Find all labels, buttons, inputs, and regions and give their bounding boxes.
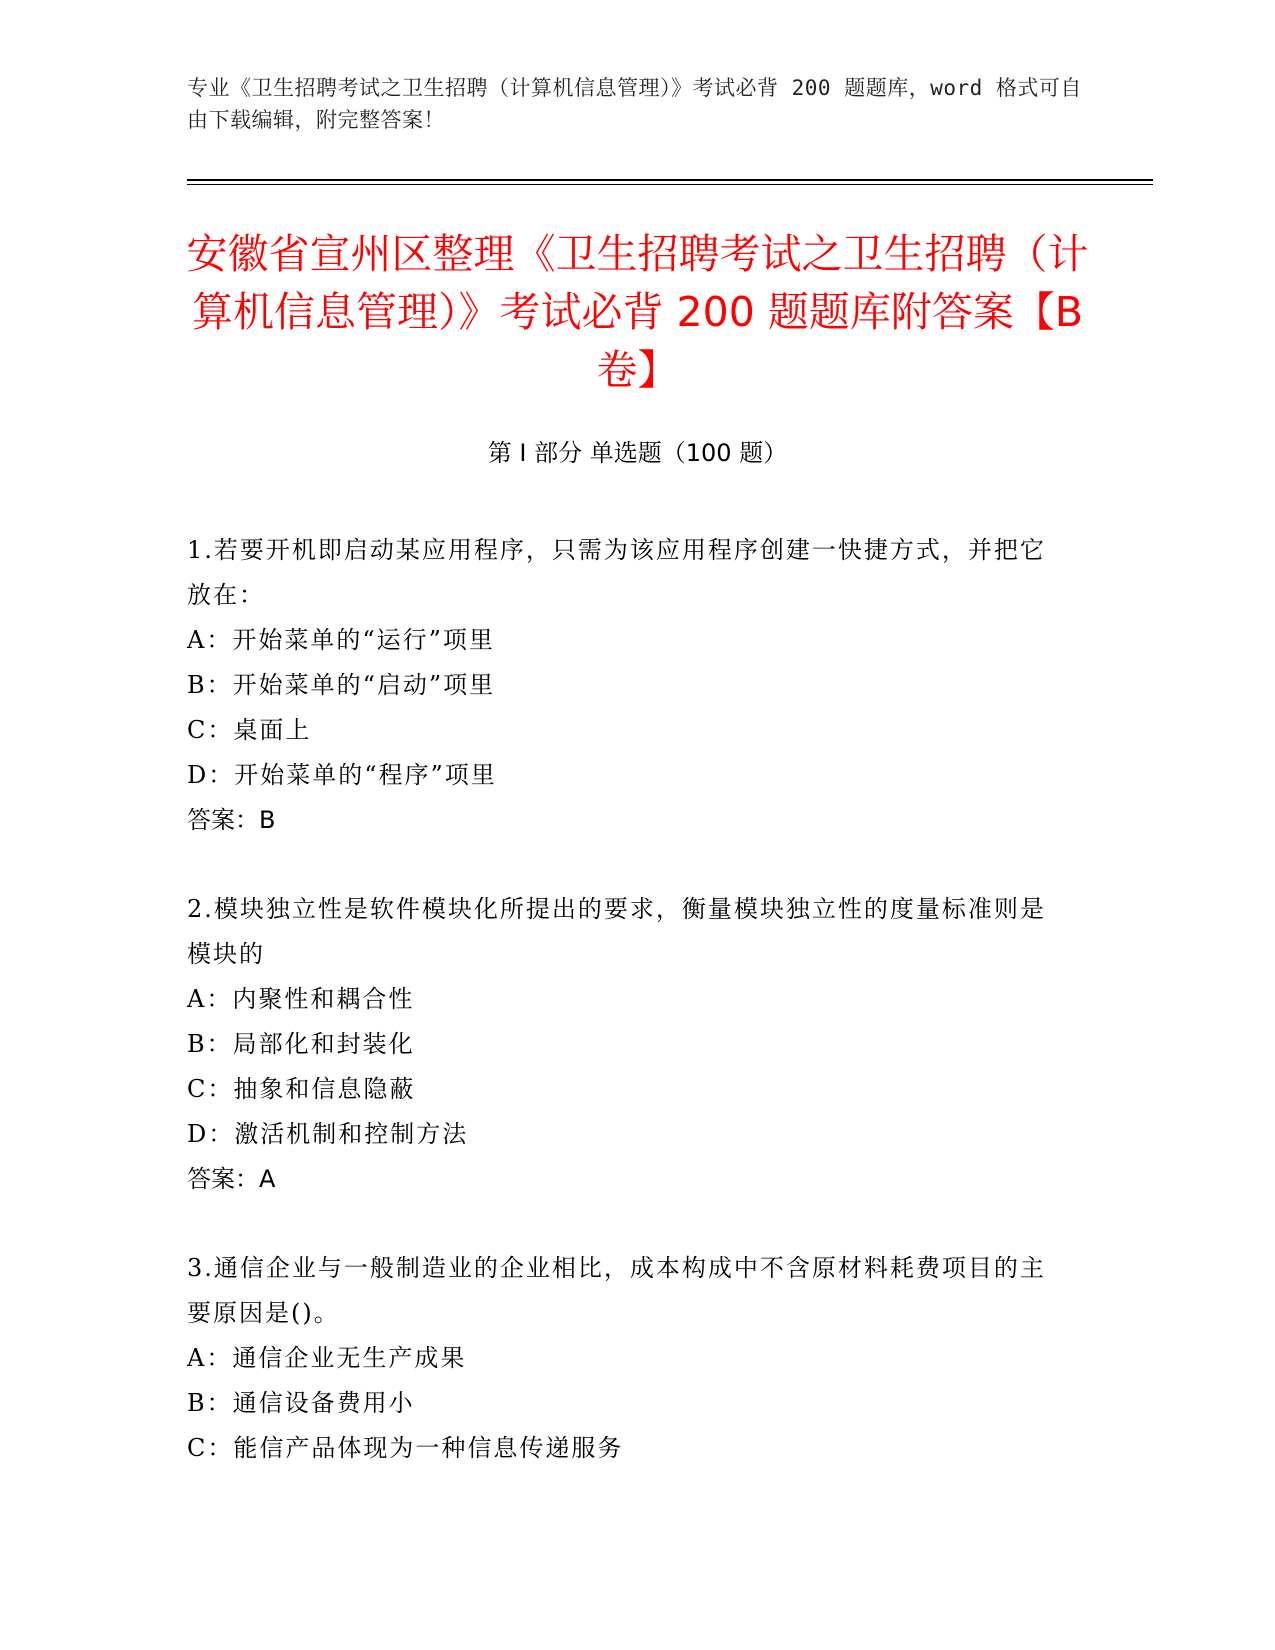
question-stem: 1.若要开机即启动某应用程序，只需为该应用程序创建一快捷方式，并把它放在：	[187, 536, 1046, 609]
header-divider-thick	[187, 179, 1153, 181]
answer-line: 答案：A	[187, 1165, 276, 1193]
header-divider-thin	[187, 184, 1153, 185]
header-note: 专业《卫生招聘考试之卫生招聘（计算机信息管理）》考试必背 200 题题库，word 格式可自由下载编辑，附完整答案！	[187, 76, 1082, 132]
question-item-2	[187, 887, 1067, 1202]
option-d: D：激活机制和控制方法	[187, 1120, 469, 1148]
option-a: A：内聚性和耦合性	[187, 985, 415, 1013]
option-b: B：局部化和封装化	[187, 1030, 415, 1058]
question-stem: 3.通信企业与一般制造业的企业相比，成本构成中不含原材料耗费项目的主要原因是()。	[187, 1254, 1046, 1327]
question-item-3	[187, 1246, 1067, 1471]
option-b: B：开始菜单的“启动”项里	[187, 671, 496, 699]
document-title: 安徽省宣州区整理《卫生招聘考试之卫生招聘（计算机信息管理）》考试必背 200 题题库附答案【B 卷】	[186, 230, 1089, 394]
answer-line: 答案：B	[187, 806, 276, 834]
section-heading: 第 I 部分 单选题（100 题）	[487, 439, 788, 467]
option-c: C：能信产品体现为一种信息传递服务	[187, 1434, 624, 1462]
question-stem: 2.模块独立性是软件模块化所提出的要求，衡量模块独立性的度量标准则是模块的	[187, 895, 1046, 968]
option-c: C：抽象和信息隐蔽	[187, 1075, 416, 1103]
option-d: D：开始菜单的“程序”项里	[187, 761, 497, 789]
option-c: C：桌面上	[187, 716, 312, 744]
question-item-1	[187, 528, 1067, 843]
question-list	[187, 528, 1067, 1515]
option-a: A：通信企业无生产成果	[187, 1344, 467, 1372]
option-a: A：开始菜单的“运行”项里	[187, 626, 495, 654]
option-b: B：通信设备费用小	[187, 1389, 415, 1417]
